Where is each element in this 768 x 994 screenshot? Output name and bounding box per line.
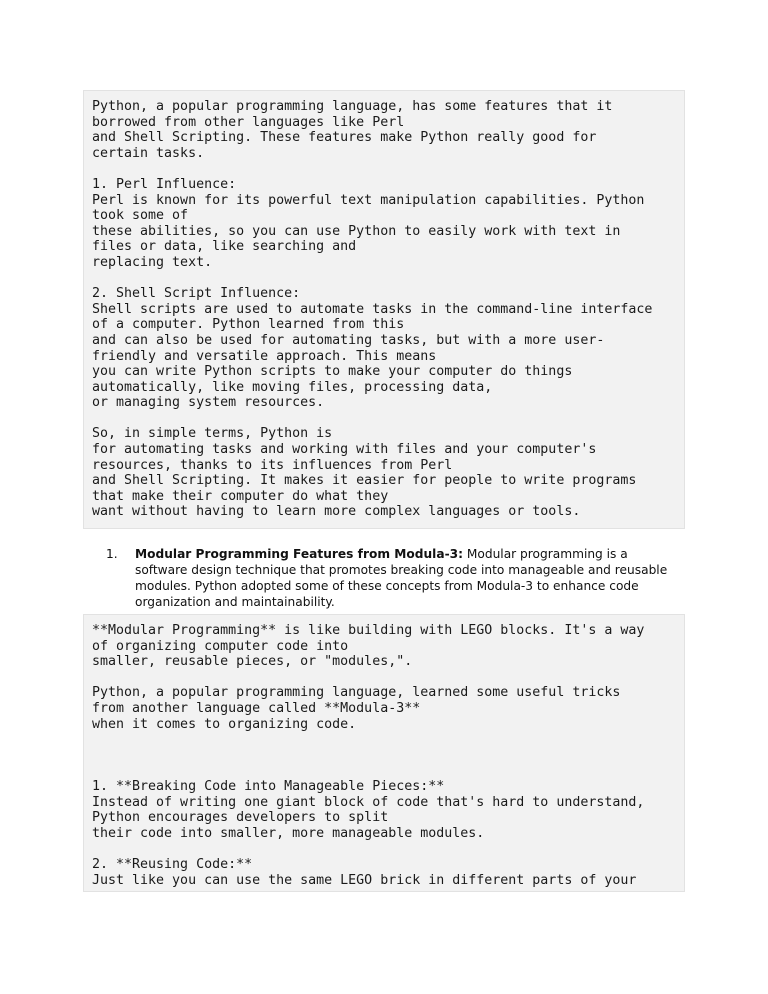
code-block-modular-programming: **Modular Programming** is like building with LEGO blocks. It's a way of organizing computer code into smaller, reusable pieces, or "modules,". Python, a popular programming language, learned some useful tricks from another language called **Modula-3** when it comes to organizing code. 1. **Breaking Code into Manageable Pieces:** Instead of writing one giant block of code that's hard to understand, Python encourages developers to split their code into smaller, more manageable modules. 2. **Reusing Code:** Just like you can use the same LEGO brick in different parts of your — [83, 614, 685, 892]
list-item-text: Modular programming is a software design technique that promotes breaking code into manageable and reusable modules. Python adopted some of these concepts from Modula-3 to enhance code organization and maintainability. — [135, 547, 668, 609]
list-item-number: 1. — [106, 547, 118, 561]
list-item-title: Modular Programming Features from Modula-3: — [135, 547, 463, 561]
list-item — [135, 546, 676, 610]
numbered-list — [106, 546, 676, 610]
code-block-python-influences: Python, a popular programming language, has some features that it borrowed from other languages like Perl and Shell Scripting. These features make Python really good for certain tasks. 1. Perl Influence: Perl is known for its powerful text manipulation capabilities. Python took some of these abilities, so you can use Python to easily work with text in files or data, like searching and replacing text. 2. Shell Script Influence: Shell scripts are used to automate tasks in the command-line interface of a computer. Python learned from this and can also be used for automating tasks, but with a more user- friendly and versatile approach. This means you can write Python scripts to make your computer do things automatically, like moving files, processing data, or managing system resources. So, in simple terms, Python is for automating tasks and working with files and your computer's resources, thanks to its influences from Perl and Shell Scripting. It makes it easier for people to write programs that make their computer do what they want without having to learn more complex languages or tools. — [83, 90, 685, 529]
